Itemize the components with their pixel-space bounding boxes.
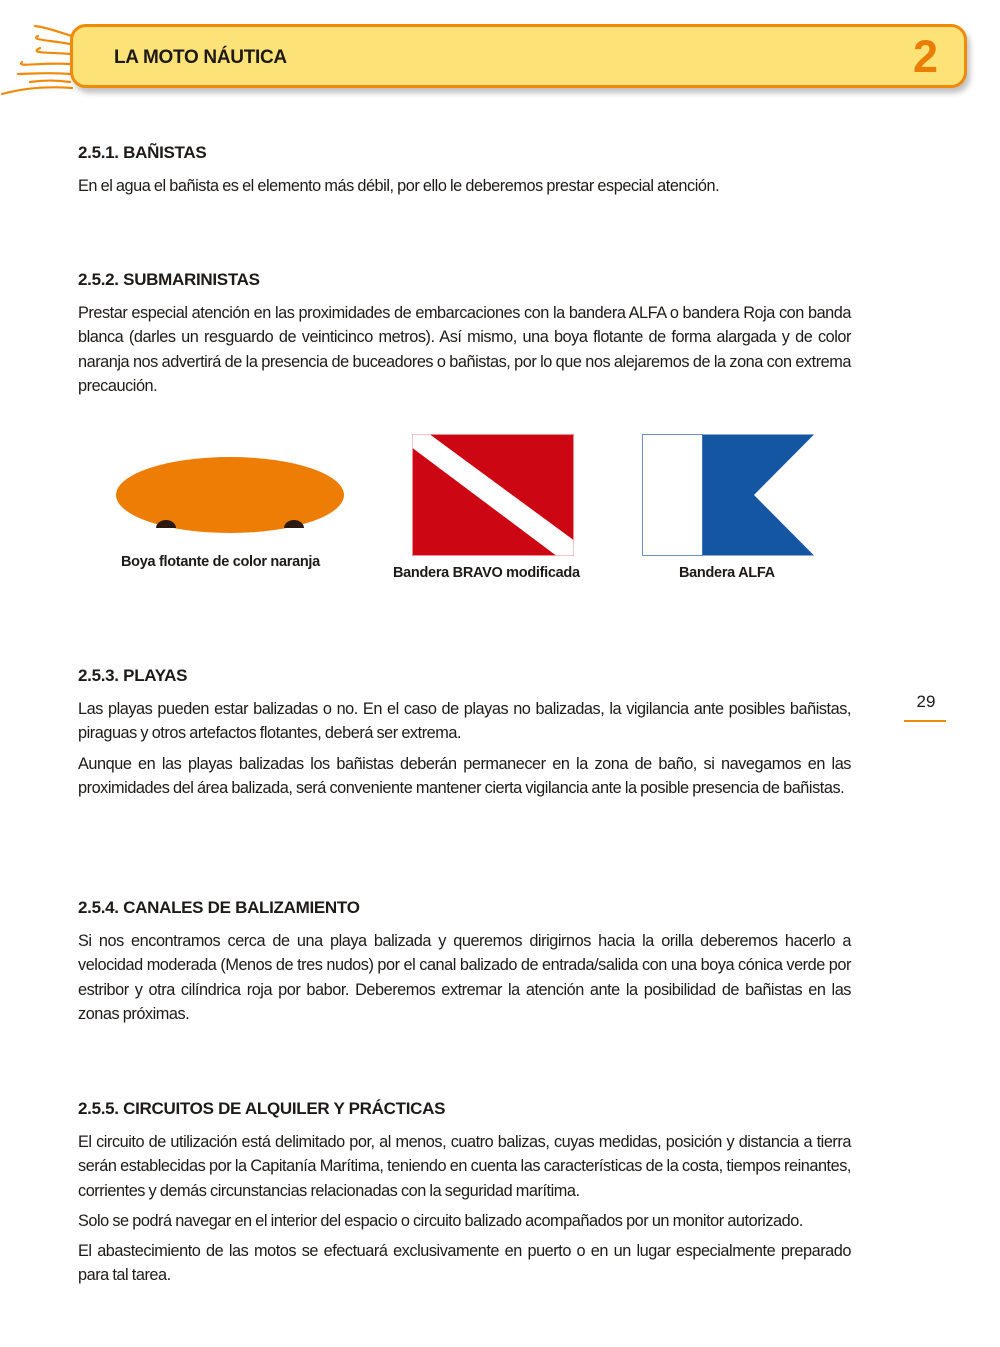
- diver-down-flag-icon: [412, 434, 574, 556]
- section-banistas: [78, 142, 851, 204]
- section-submarinistas: [78, 269, 851, 404]
- figure-caption-alfa: Bandera ALFA: [679, 565, 775, 581]
- section-canales-balizamiento: [78, 897, 851, 1032]
- section-heading: 2.5.3. PLAYAS: [78, 666, 188, 685]
- figure-caption-bravo: Bandera BRAVO modificada: [393, 565, 580, 581]
- paragraph: Las playas pueden estar balizadas o no. En el caso de playas no balizadas, la vigilancia ante posibles bañistas, piraguas y otros artefactos flotantes, deberá ser extrema.: [78, 700, 851, 743]
- figure-caption-buoy: Boya flotante de color naranja: [121, 554, 320, 570]
- section-heading: 2.5.5. CIRCUITOS DE ALQUILER Y PRÁCTICAS: [78, 1099, 446, 1118]
- paragraph: Si nos encontramos cerca de una playa balizada y queremos dirigirnos hacia la orilla deberemos hacerlo a velocidad moderada (Menos de tres nudos) por el canal balizado de entrada/salida con una boya cónica verde por estribor y otra cilíndrica roja por babor. Deberemos extremar la atención ante la posibilidad de bañistas en las zonas próximas.: [78, 932, 851, 1023]
- page-number: 29: [916, 692, 936, 711]
- alpha-flag-icon: [642, 434, 814, 556]
- paragraph: Solo se podrá navegar en el interior del espacio o circuito balizado acompañados por un monitor autorizado.: [78, 1211, 803, 1230]
- paragraph: El circuito de utilización está delimitado por, al menos, cuatro balizas, cuyas medidas, posición y distancia a tierra serán establecidas por la Capitanía Marítima, teniendo en cuenta las características de la costa, tiempos reinantes, corrientes y demás circunstancias relacionadas con la seguridad marítima.: [78, 1133, 851, 1200]
- page-number-underline: [904, 720, 946, 722]
- chapter-header-bar: [70, 24, 967, 88]
- orange-buoy-icon: [112, 452, 352, 540]
- section-playas: [78, 665, 851, 806]
- paragraph: Aunque en las playas balizadas los bañistas deberán permanecer en la zona de baño, si navegamos en las proximidades del área balizada, será conveniente mantener cierta vigilancia ante la posible presencia de bañistas.: [78, 754, 851, 797]
- paragraph: En el agua el bañista es el elemento más débil, por ello le deberemos prestar especial atención.: [78, 177, 720, 195]
- section-heading: 2.5.2. SUBMARINISTAS: [78, 270, 260, 289]
- chapter-title: LA MOTO NÁUTICA: [114, 47, 287, 68]
- section-circuitos-alquiler: [78, 1098, 851, 1294]
- section-heading: 2.5.1. BAÑISTAS: [78, 143, 207, 162]
- section-heading: 2.5.4. CANALES DE BALIZAMIENTO: [78, 898, 360, 917]
- paragraph: El abastecimiento de las motos se efectuará exclusivamente en puerto o en un lugar especialmente preparado para tal tarea.: [78, 1242, 851, 1285]
- paragraph: Prestar especial atención en las proximidades de embarcaciones con la bandera ALFA o bandera Roja con banda blanca (darles un resguardo de veinticinco metros). Así mismo, una boya flotante de forma alargada y de color naranja nos advertirá de la presencia de buceadores o bañistas, por lo que nos alejaremos de la zona con extrema precaución.: [78, 304, 851, 395]
- chapter-number: 2: [912, 31, 938, 82]
